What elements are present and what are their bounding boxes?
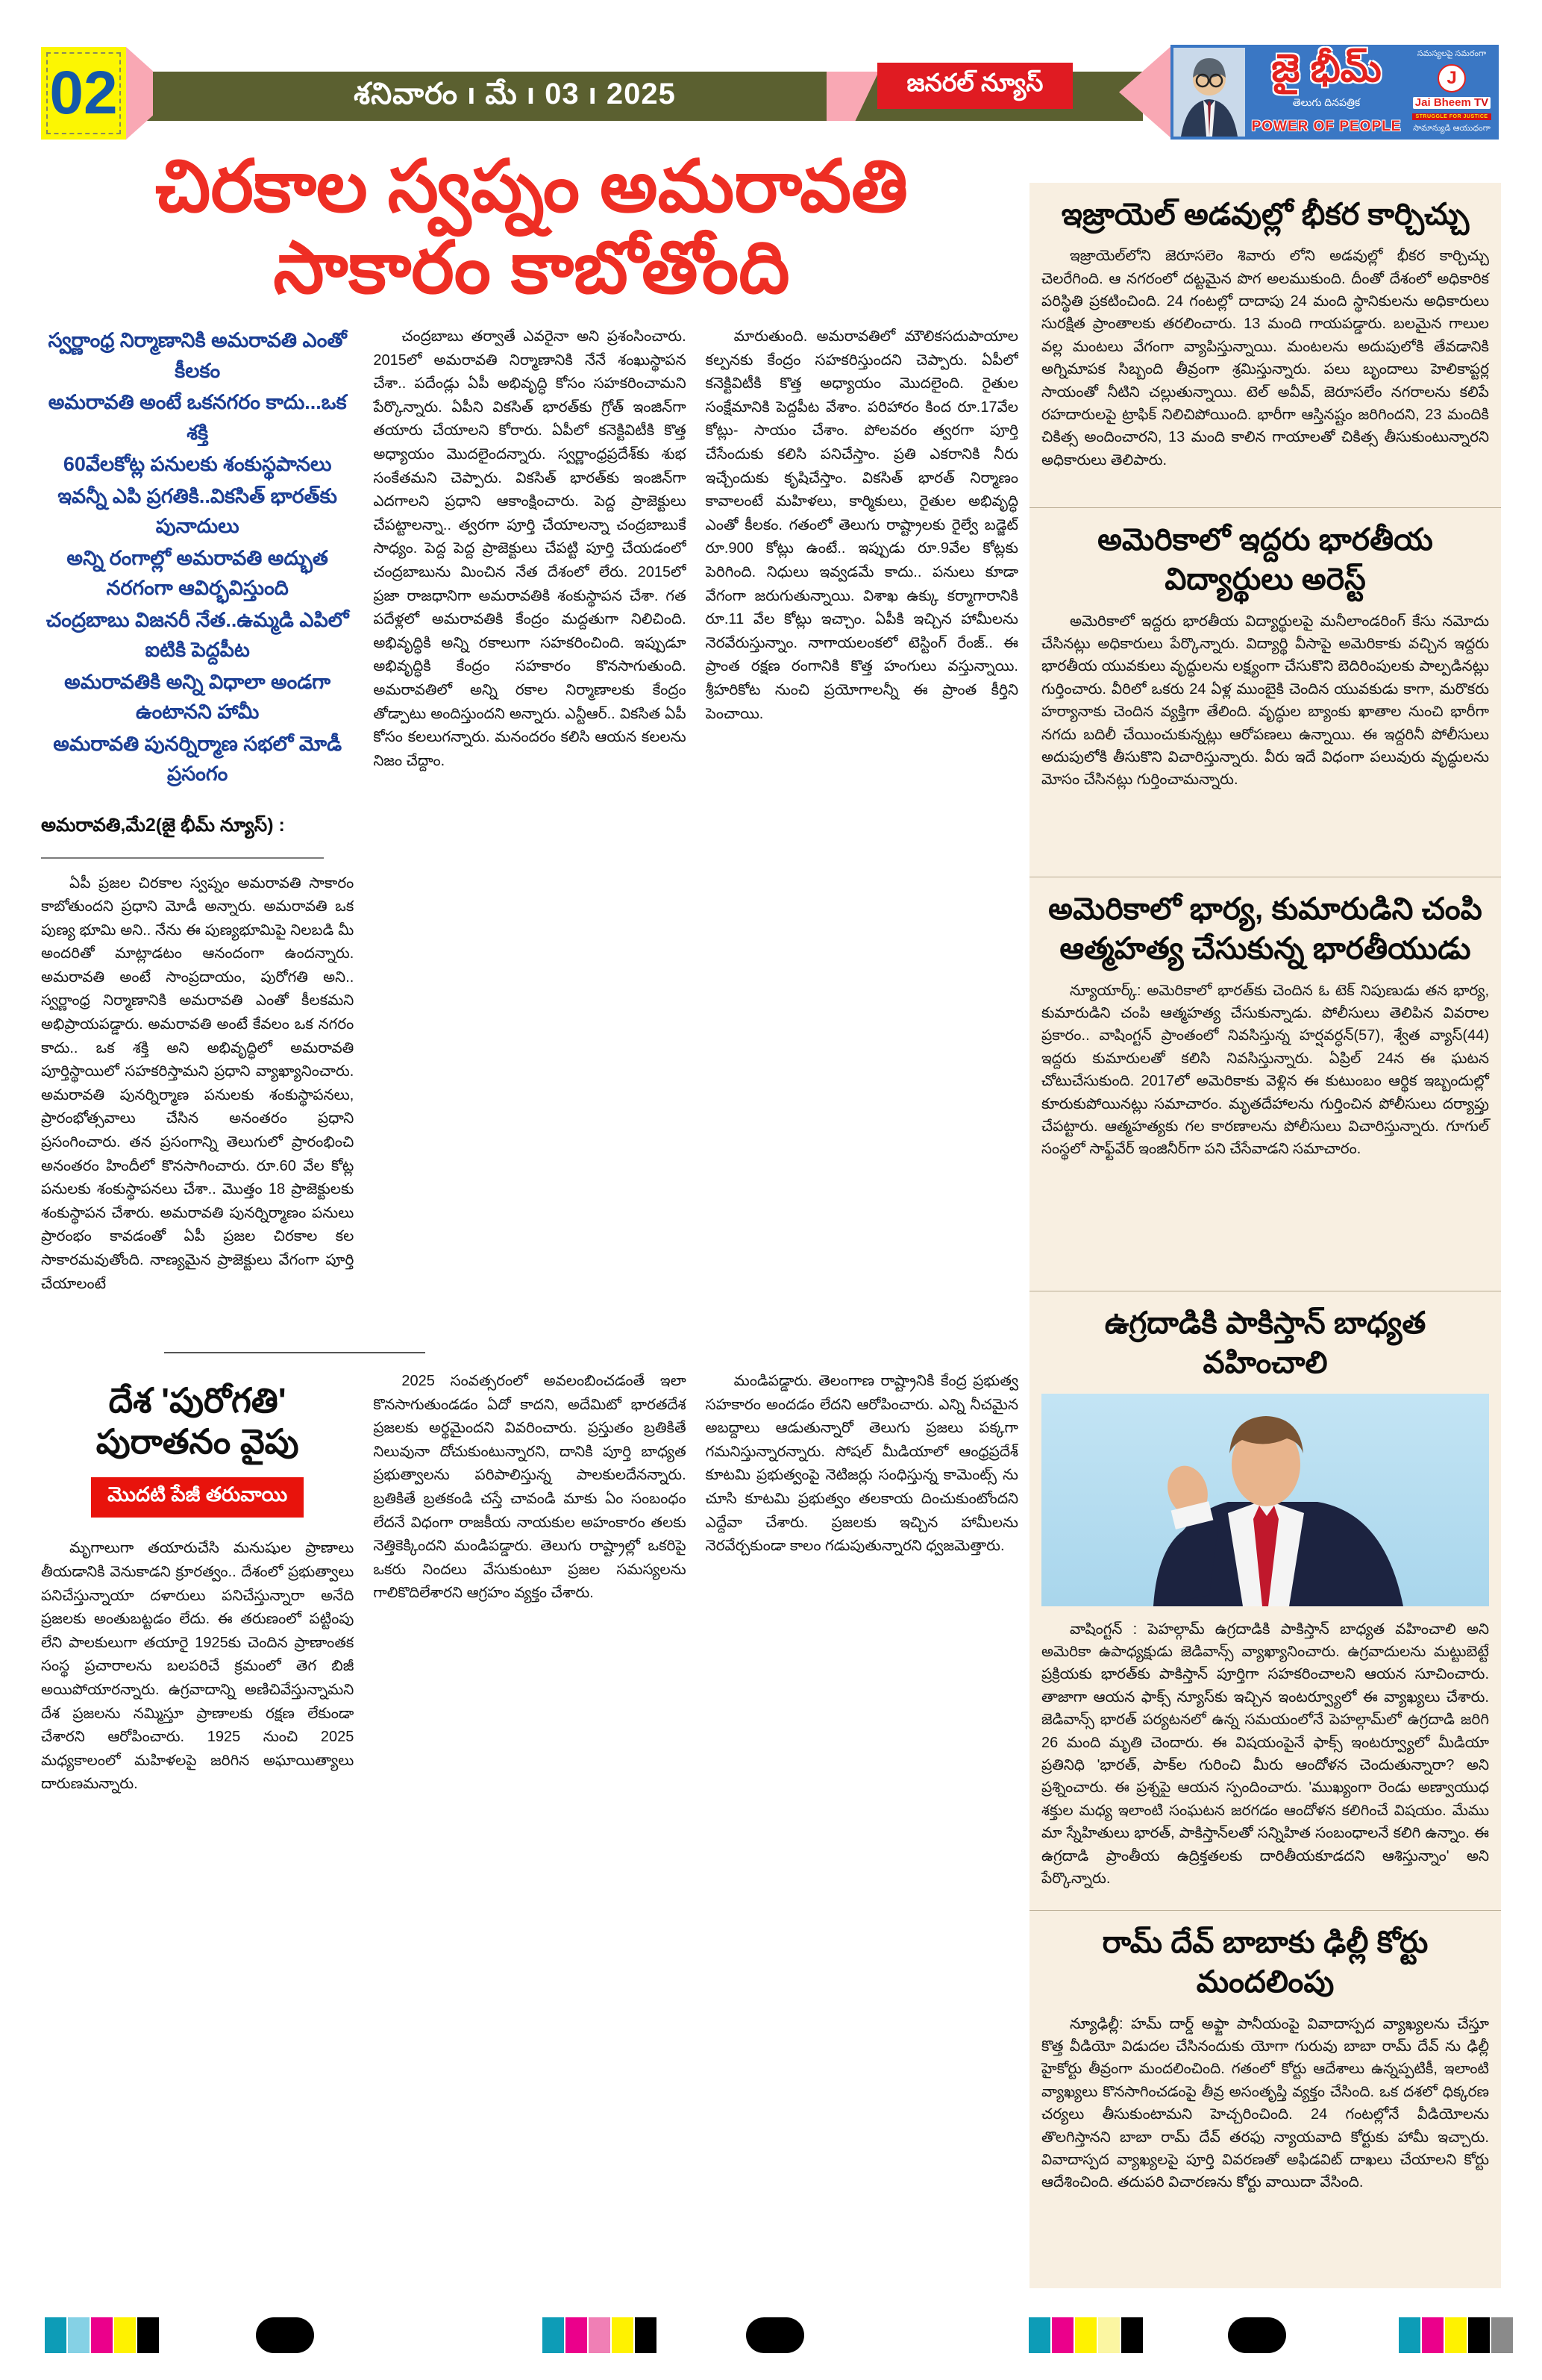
article-israel-headline: ఇజ్రాయెల్ అడవుల్లో భీకర కార్చిచ్చు xyxy=(1061,197,1470,231)
color-swatch-group xyxy=(45,2317,159,2353)
lead-headline xyxy=(45,146,1018,308)
lead-headline-line1: చిరకాల స్వప్నం అమరావతి xyxy=(155,145,908,227)
masthead-slogan-top: సమస్యలపై సమరంగా xyxy=(1417,49,1487,58)
masthead-tagline: POWER OF PEOPLE xyxy=(1251,119,1402,134)
color-swatch xyxy=(1052,2317,1074,2353)
color-swatch xyxy=(1399,2317,1420,2353)
color-swatch xyxy=(91,2317,113,2353)
tv-logo-suffix: TV xyxy=(1474,95,1489,109)
lead-body-col1: ఏపీ ప్రజల చిరకాల స్వప్నం అమరావతి సాకారం కాబోతుందని ప్రధాని మోడీ అన్నారు. అమరావతి ఒక పుణ్య భూమి అని.. నేను ఈ పుణ్యభూమిపై నిలబడి మీ అందరితో మాట్లాడటం ఆనందంగా ఉందన్నారు. అమరావతి అంటే సాంప్రదాయం, పురోగతి అని.. స్వర్ణాంధ్ర నిర్మాణానికి అమరావతి ఎంతో కీలకమని అభిప్రాయపడ్డారు. అమరావతి అంటే కేవలం ఒక నగరం కాదు.. ఒక శక్తి అని అభివృద్ధిలో అమరావతి పూర్తిస్థాయిలో సహకరిస్తామని ప్రధాని వ్యాఖ్యానించారు. అమరావతి పునర్నిర్మాణ పనులకు శంకుస్థాపనలు, ప్రారంభోత్సవాలు చేసిన అనంతరం ప్రధాని ప్రసంగించారు. తన ప్రసంగాన్ని తెలుగులో ప్రారంభించి అనంతరం హిందీలో కొనసాగించారు. రూ.60 వేల కోట్ల పనులకు శంకుస్థాపనలు చేశా.. మొత్తం 18 ప్రాజెక్టులకు శంకుస్థాపన చేశారు. అమరావతి పునర్నిర్మాణం పనులు ప్రారంభం కావడంతో ఏపీ ప్రజల చిరకాల కల సాకారమవుతోంది. నాణ్యమైన ప్రాజెక్టులు వేగంగా పూర్తి చేయాలంటే xyxy=(41,874,354,1292)
continuation-body-col1: మృగాలుగా తయారుచేసి మనుషుల ప్రాణాలు తీయడానికి వెనుకాడని క్రూరత్వం.. దేశంలో ప్రభుత్వాలు పనిచేస్తున్నాయా దళారులు పనిచేస్తున్నారా అనేది ప్రజలకు అంతుబట్టడం లేదు. ఈ తరుణంలో పట్టింపు లేని పాలకులుగా తయారై 1925కు చెందిన ప్రాణాంతక సంస్థ ప్రచారాలను బలపరిచే క్రమంలో తెగ బిజీ అయిపోయారన్నారు. ఉగ్రవాదాన్ని అణిచివేస్తున్నామని దేశ ప్రజలను నమ్మిస్తూ ప్రాణాలకు రక్షణ లేకుండా చేశారని ఆరోపించారు. 1925 నుంచి 2025 మధ్యకాలంలో మహిళలపై జరిగిన అఘాయిత్యాలు దారుణమన్నారు. xyxy=(41,1540,354,1793)
jai-bheem-tv-icon xyxy=(1438,64,1466,93)
color-swatch xyxy=(137,2317,159,2353)
lead-column-2 xyxy=(373,325,686,1329)
edition-date: శనివారం ı మే ı 03 ı 2025 xyxy=(354,78,676,110)
article-ramdev-court xyxy=(1029,1910,1501,2287)
highlight-line: చంద్రబాబు విజనరీ నేత..ఉమ్మడి ఎపిలో ఐటికి పెద్దపీట xyxy=(46,608,349,661)
page-number: 02 xyxy=(49,59,118,127)
lead-headline-line2: సాకారం కాబోతోంది xyxy=(273,226,790,308)
highlight-line: అమరావతికి అన్ని విధాలా అండగా ఉంటానని హామీ xyxy=(64,670,331,723)
jd-vance-photo xyxy=(1041,1394,1489,1606)
lead-column-1 xyxy=(41,325,354,1329)
article-ramdev-body: న్యూఢిల్లీ: హమ్ దార్డ్ అఫ్జా పానీయంపై వివాదాస్పద వ్యాఖ్యలను చేస్తూ కొత్త వీడియో విడుదల చేసినందుకు యోగా గురువు బాబా రామ్ దేవ్ ను ఢిల్లీ హైకోర్టు తీవ్రంగా మందలించింది. గతంలో కోర్టు ఆదేశాలు ఉన్నప్పటికీ, ఇలాంటి వ్యాఖ్యలు కొనసాగించడంపై తీవ్ర అసంతృప్తి వ్యక్తం చేసింది. ఒక దశలో ధిక్కరణ చర్యలు తీసుకుంటామని హెచ్చరించింది. 24 గంటల్లోనే వీడియోలను తొలగిస్తానని బాబా రామ్ దేవ్ తరఫు న్యాయవాది కోర్టుకు హామీ ఇచ్చారు. వివాదాస్పద వ్యాఖ్యలపై పూర్తి వివరణతో అఫిడవిట్ దాఖలు చేయాలని కోర్టు ఆదేశించింది. తదుపరి విచారణను కోర్టు వాయిదా వేసింది. xyxy=(1041,2015,1489,2191)
lead-body-col2: చంద్రబాబు తర్వాతే ఎవరైనా అని ప్రశంసించారు. 2015లో అమరావతి నిర్మాణానికి నేనే శంఖుస్థాపన చేశా.. పదేండ్లు ఏపీ అభివృద్ధి కోసం సహకరించామని పేర్కొన్నారు. ఏపీని వికసిత్ భారత్‌కు గ్రోత్ ఇంజిన్‌గా తయారు చేయాలని కోరారు. ఏపీలో కనెక్టివిటీకి కొత్త అధ్యాయం మొదలైందన్నారు. స్వర్ణాంధ్రప్రదేశ్‌కు శుభ సంకేతమని చెప్పారు. వికసిత్ భారత్‌కు ఇంజిన్‌గా ఎదగాలని ప్రధాని ఆకాంక్షించారు. పెద్ద ప్రాజెక్టులు చేపట్టాలన్నా.. త్వరగా పూర్తి చేయాలన్నా చంద్రబాబుకే సాధ్యం. పెద్ద పెద్ద ప్రాజెక్టులు చేపట్టి పూర్తి చేయడంలో చంద్రబాబును మించిన నేత దేశంలో లేరు. 2015లో ప్రజా రాజధానిగా అమరావతికి శంకుస్థాపన చేశా. గత పదేళ్లలో అమరావతికి కేంద్రం మద్దతుగా నిలిచింది. అభివృద్ధికి అన్ని రకాలుగా సహకరించింది. ఇప్పుడూ అభివృద్ధికి కేంద్రం సహకారం కొనసాగుతుంది. అమరావతిలో అన్ని రకాల నిర్మాణాలకు కేంద్రం తోడ్పాటు అందిస్తుందని అన్నారు. ఎన్టీఆర్.. వికసిత ఏపీ కోసం కలలుగన్నారు. మనందరం కలిసి ఆయన కలలను నిజం చేద్దాం. xyxy=(373,328,686,769)
masthead-slogan-bottom: సామాన్యుడి ఆయుధంగా xyxy=(1413,124,1491,133)
category-badge xyxy=(877,63,1073,109)
dateline-rule xyxy=(41,857,324,859)
registration-pill-mark xyxy=(1228,2317,1286,2353)
masthead-center xyxy=(1245,48,1408,137)
article-family-tragedy xyxy=(1029,877,1501,1291)
article-students-body: అమెరికాలో ఇద్దరు భారతీయ విద్యార్థులపై మనీలాండరింగ్ కేసు నమోదు చేసినట్లు అధికారులు పేర్కొన్నారు. విద్యార్థి వీసాపై అమెరికాకు వచ్చిన ఇద్దరు భారతీయ యువకులు వృద్ధులను లక్ష్యంగా చేసుకొని బెదిరింపులకు పాల్పడినట్లు గుర్తించారు. వీరిలో ఒకరు 24 ఏళ్ల ముంబైకి చెందిన యువకుడు కాగా, మరొకరు హర్యానాకు చెందిన వ్యక్తిగా తేలింది. వృద్ధుల బ్యాంకు ఖాతాల నుంచి భారీగా నగదు బదిలీ చేయించుకున్నట్లు ఆరోపణలు ఉన్నాయి. ఈ ఇద్దరినీ పోలీసులు అదుపులోకి తీసుకొని విచారిస్తున్నారు. వీరు ఇదే విధంగా పలువురు వృద్ధులను మోసం చేసినట్లు గుర్తించామన్నారు. xyxy=(1041,613,1489,789)
color-swatch xyxy=(635,2317,656,2353)
page-number-box xyxy=(41,47,126,140)
page-number-border xyxy=(46,52,121,134)
article-students-headline: అమెరికాలో ఇద్దరు భారతీయ విద్యార్థులు అరెస్ట్ xyxy=(1097,522,1433,597)
masthead xyxy=(1170,45,1499,140)
continuation-columns xyxy=(41,1370,1018,2286)
color-swatch xyxy=(68,2317,90,2353)
color-swatch xyxy=(1445,2317,1467,2353)
continuation-column-2 xyxy=(373,1370,686,2286)
continuation-column-3 xyxy=(706,1370,1018,2286)
highlight-line: అన్ని రంగాల్లో అమరావతి అద్భుత నరగంగా ఆవిర్భవిస్తుంది xyxy=(66,546,328,599)
lead-article-columns xyxy=(41,325,1018,1329)
highlight-line: అమరావతి పునర్నిర్మాణ సభలో మోడీ ప్రసంగం xyxy=(53,732,342,785)
masthead-title: జై భీమ్ xyxy=(1271,47,1382,90)
continuation-headline: దేశ 'పురోగతి' పురాతనం వైపు xyxy=(95,1381,299,1462)
registration-pill-mark xyxy=(746,2317,804,2353)
article-family-body: న్యూయార్క్: అమెరికాలో భారత్‌కు చెందిన ఓ టెక్ నిపుణుడు తన భార్య, కుమారుడిని చంపి ఆత్మహత్య చేసుకున్నాడు. పోలీసులు తెలిపిన వివరాల ప్రకారం.. వాషింగ్టన్ ప్రాంతంలో నివసిస్తున్న హర్షవర్ధన్(57), శ్వేత వ్యాస్(44) ఇద్దరు కుమారులతో కలిసి నివసిస్తున్నారు. ఏప్రిల్ 24న ఈ ఘటన చోటుచేసుకుంది. 2017లో అమెరికాకు వెళ్లిన ఈ కుటుంబం ఆర్థిక ఇబ్బందుల్లో కూరుకుపోయినట్లు సమాచారం. మృతదేహాలను గుర్తించిన పోలీసులు దర్యాప్తు చేపట్టారు. ఆత్మహత్యకు గల కారణాలను పోలీసులు విచారిస్తున్నారు. గూగుల్ సంస్థలో సాఫ్ట్‌వేర్ ఇంజినీర్‌గా పని చేసేవాడని సమాచారం. xyxy=(1041,982,1489,1158)
dateline: అమరావతి,మే2(జై భీమ్ న్యూస్) : xyxy=(41,814,285,836)
color-swatch-group xyxy=(542,2317,656,2353)
color-swatch xyxy=(114,2317,136,2353)
highlight-line: 60వేలకోట్ల పనులకు శంకుస్థపానలు xyxy=(63,453,332,475)
article-family-headline: అమెరికాలో భార్య, కుమారుడిని చంపి ఆత్మహత్య చేసుకున్న భారతీయుడు xyxy=(1048,892,1482,966)
section-divider-rule xyxy=(164,1352,425,1353)
tv-logo-name: Jai Bheem TV xyxy=(1413,97,1491,110)
lead-body-col3: మారుతుంది. అమరావతిలో మౌలికసదుపాయాల కల్పనకు కేంద్రం సహకరిస్తుందని చెప్పారు. ఏపీలో కనెక్టివిటీకి కొత్త అధ్యాయం మొదలైంది. రైతుల సంక్షేమానికి పెద్దపీట వేశాం. పరిహారం కింద రూ.17వేల కోట్లు- సాయం చేశాం. పోలవరం త్వరగా పూర్తి చేసేందుకు కలిసి పనిచేస్తాం. ప్రతి ఎకరానికి నీరు ఇచ్చేందుకు కృషిచేస్తాం. వికసిత్ భారత్ నిర్మాణం కావాలంటే మహిళలు, కార్మికులు, రైతుల అభివృద్ధి ఎంతో కీలకం. గతంలో తెలుగు రాష్ట్రాలకు రైల్వే బడ్జెట్ రూ.900 కోట్లు ఉంటే.. ఇప్పుడు రూ.9వేల కోట్లకు పెరిగింది. నిధులు ఇవ్వడమే కాదు.. పనులు కూడా వేగంగా జరుగుతున్నాయి. విశాఖ ఉక్కు కర్మాగారానికి రూ.11 వేల కోట్లు ఇచ్చాం. ఏపీకి ఇచ్చిన హామీలను నెరవేరుస్తున్నాం. నాగాయలంకలో టెస్టింగ్ రేంజ్.. ఈ ప్రాంత రక్షణ రంగానికి కొత్త హంగులు వస్తున్నాయి. శ్రీహరికోట నుంచి ప్రయోగాలన్నీ ఈ ప్రాంత కీర్తిని పెంచాయి. xyxy=(705,328,1018,722)
color-swatch xyxy=(45,2317,66,2353)
masthead-subtitle: తెలుగు దినపత్రిక xyxy=(1292,95,1361,108)
pink-fold-ribbon xyxy=(126,47,153,140)
color-swatch xyxy=(565,2317,587,2353)
highlight-line: ఇవన్నీ ఎపి ప్రగతికి..వికసిత్ భారత్‌కు పునాదులు xyxy=(57,484,337,537)
color-swatch xyxy=(612,2317,633,2353)
continuation-body-col2: 2025 సంవత్సరంలో అవలంబించడంతే ఇలా కొనసాగుతుండడం ఏదో కాదని, అదేమిటో భారతదేశ ప్రజలకు అర్థమైందని వివరించారు. ప్రస్తుతం బ్రతికితే నిలువునా దోచుకుంటున్నారని, దానికి పూర్తి బాధ్యత ప్రభుత్వాలను పరిపాలిస్తున్న పాలకులదేనన్నారు. బ్రతికితే బ్రతకండి చస్తే చావండి మాకు ఏం సంబంధం లేదనే విధంగా రాజకీయ నాయకుల అహంకారం తలకు నెత్తికెక్కిందని మండిపడ్డారు. తెలుగు రాష్ట్రాల్లో ఒకరిపై ఒకరు నిందలు వేసుకుంటూ ప్రజల సమస్యలను గాలికొదిలేశారని ఆగ్రహం వ్యక్తం చేశారు. xyxy=(373,1373,686,1602)
color-swatch xyxy=(1075,2317,1097,2353)
color-swatch xyxy=(1491,2317,1513,2353)
continued-from-page-one-badge: మొదటి పేజీ తరువాయి xyxy=(91,1477,304,1518)
highlight-line: స్వర్ణాంధ్ర నిర్మాణానికి అమరావతి ఎంతో కీలకం xyxy=(48,329,347,382)
article-pakistan-terror xyxy=(1029,1291,1501,1910)
lead-highlights xyxy=(41,325,354,789)
article-israel-body: ఇజ్రాయెల్‌లోని జెరూసలెం శివారు లోని అడవుల్లో భీకర కార్చిచ్చు చెలరేగింది. ఆ నగరంలో దట్టమైన పొగ అలముకుంది. దీంతో దేశంలో అధికారిక పరిస్థితి ప్రకటించింది. 24 గంటల్లో దాదాపు 24 మంది స్థానికులను అధికారులు సురక్షిత ప్రాంతాలకు తరలించారు. 13 మంది గాయపడ్డారు. బలమైన గాలుల వల్ల మంటలు వేగంగా వ్యాపిస్తున్నాయి. మంటలను అదుపులోకి తేవడానికి అగ్నిమాపక సిబ్బంది తీవ్రంగా శ్రమిస్తున్నారు. పలు బృందాలు హెలికాప్టర్ల సాయంతో నీటిని చల్లుతున్నాయి. టెల్ అవీవ్, జెరూసలేం నగరాలను కలిపే రహదారులపై ట్రాఫిక్ నిలిచిపోయింది. భారీగా ఆస్తినష్టం జరిగిందని, 23 మందికి చికిత్స అందించారని, 13 మంది కాలిన గాయాలతో చికిత్స తీసుకుంటున్నారని అధికారులు తెలిపారు. xyxy=(1041,248,1489,469)
color-swatch xyxy=(1468,2317,1490,2353)
highlight-line: అమరావతి అంటే ఒకనగరం కాదు...ఒక శక్తి xyxy=(48,391,347,444)
article-israel-wildfire xyxy=(1029,183,1501,507)
color-swatch xyxy=(589,2317,610,2353)
article-students-arrest xyxy=(1029,507,1501,877)
tv-logo-strip: STRUGGLE FOR JUSTICE xyxy=(1412,113,1491,120)
continuation-body-col3: మండిపడ్డారు. తెలంగాణ రాష్ట్రానికి కేంద్ర ప్రభుత్వ సహకారం అందడం లేదని ఆరోపించారు. ఎన్ని నీచమైన అబద్దాలు ఆడుతున్నారో తెలుగు ప్రజలు పక్కగా గమనిస్తున్నారన్నారు. సోషల్ మీడియాలో ఆంధ్రప్రదేశ్ కూటమి ప్రభుత్వంపై నెటిజర్లు సంధిస్తున్న కామెంట్స్ ను చూసి కూటమి ప్రభుత్వం తలకాయ దించుకుంటోందని ఎద్దేవా చేశారు. ప్రజలకు ఇచ్చిన హామీలను నెరవేర్చకుండా కాలం గడుపుతున్నారని ధ్వజమెత్తారు. xyxy=(705,1373,1018,1555)
tv-logo-letter: J xyxy=(1447,68,1457,89)
article-ramdev-headline: రామ్ దేవ్ బాబాకు ఢిల్లీ కోర్టు మందలింపు xyxy=(1102,1925,1429,1999)
print-registration-marks xyxy=(0,2317,1542,2356)
lead-column-3 xyxy=(706,325,1018,1329)
color-swatch xyxy=(1422,2317,1444,2353)
registration-pill-mark xyxy=(256,2317,314,2353)
color-swatch xyxy=(1029,2317,1050,2353)
color-swatch xyxy=(542,2317,564,2353)
article-pakistan-headline: ఉగ్రదాడికి పాకిస్తాన్ బాధ్యత వహించాలి xyxy=(1104,1306,1426,1380)
right-rail xyxy=(1029,183,1501,2288)
article-pakistan-body: వాషింగ్టన్ : పెహల్గామ్ ఉగ్రదాడికి పాకిస్తాన్ బాధ్యత వహించాలి అని అమెరికా ఉపాధ్యక్షుడు జెడివాన్స్ వ్యాఖ్యానించారు. ఉగ్రవాదులను మట్టుబెట్టే ప్రక్రియకు భారత్‌కు పాకిస్తాన్ పూర్తిగా సహకరించాలని ఆయన సూచించారు. తాజాగా ఆయన ఫాక్స్ న్యూస్‌కు ఇచ్చిన ఇంటర్వ్యూలో ఈ వ్యాఖ్యలు చేశారు. జెడివాన్స్ భారత్ పర్యటనలో ఉన్న సమయంలోనే పెహల్గామ్‌లో ఉగ్రదాడి జరిగి 26 మంది మృతి చెందారు. ఈ విషయంపైనే ఫాక్స్ ఇంటర్వ్యూలో మీడియా ప్రతినిధి 'భారత్, పాక్‌ల గురించి మీరు ఆందోళన చెందుతున్నారా? అని ప్రశ్నించారు. ఈ ప్రశ్నపై ఆయన స్పందించారు. 'ముఖ్యంగా రెండు అణ్వాయుధ శక్తుల మధ్య ఇలాంటి సంఘటన జరగడం ఆందోళన కలిగించే విషయం. మేము మా స్నేహితులు భారత్, పాకిస్తాన్‌లతో సన్నిహిత సంబంధాలనే కలిగి ఉన్నాం. ఈ ఉగ్రదాడి ప్రాంతీయ ఉద్రిక్తతలకు దారితీయకూడదని ఆశిస్తున్నాం' అని పేర్కొన్నారు. xyxy=(1041,1620,1489,1887)
category-badge-label: జనరల్ న్యూస్ xyxy=(906,69,1044,96)
continuation-column-1 xyxy=(41,1370,354,2286)
ambedkar-portrait xyxy=(1173,48,1245,137)
color-swatch-group xyxy=(1029,2317,1143,2353)
color-swatch xyxy=(1098,2317,1120,2353)
color-swatch-group xyxy=(1399,2317,1513,2353)
pink-ribbon-arrow xyxy=(1119,45,1173,140)
masthead-tv-panel xyxy=(1408,48,1496,137)
color-swatch xyxy=(1121,2317,1143,2353)
